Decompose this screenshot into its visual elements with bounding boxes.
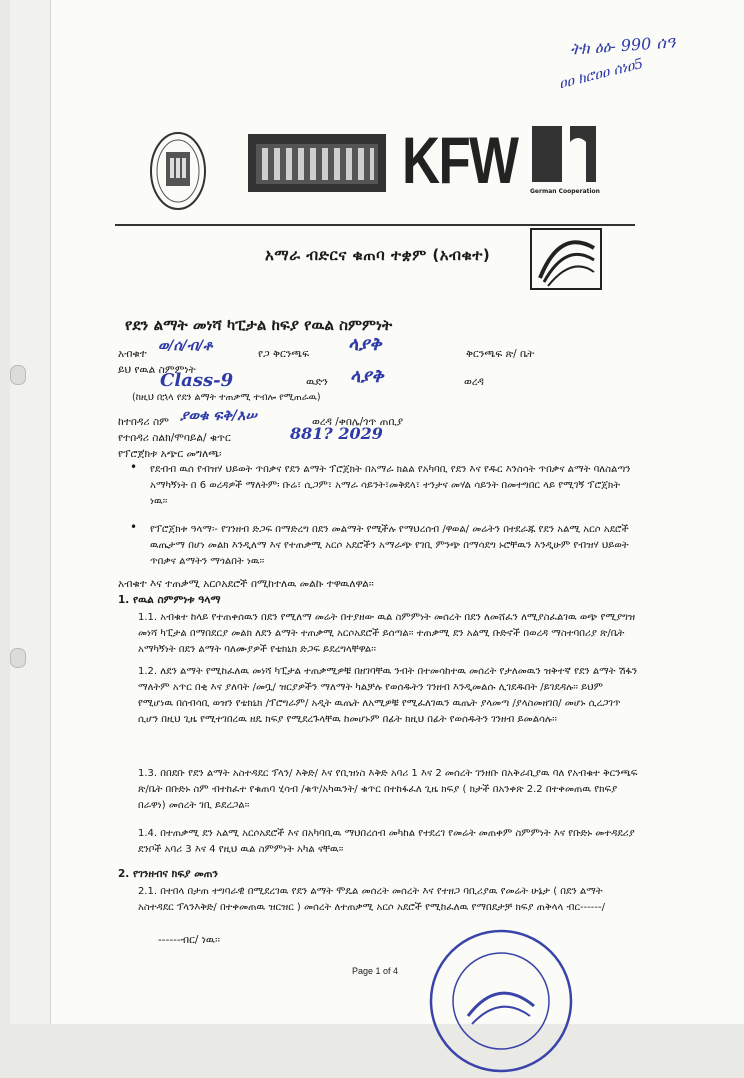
branch-mid: የጋ ቅርንጫፍ bbox=[258, 348, 310, 360]
building-photo-logo bbox=[248, 134, 386, 192]
handwritten-note: ትክ ዕዕ- 990 ሰዓ bbox=[569, 32, 676, 59]
clause-2-1: 2.1. በተበላ በታጠ ተግባራዊ በሚደረገዉ የደን ልማት ሞዴል መሰረት መሰረት እና የተዘጋ ባቢሪያዉ የመሬት ሁኔታ ( በደን ልማት አስተዳደር ፕላንእቅድ/ በተቀመጠዉ ዝርዝር ) መሰረት ለተጠቃሚ አርሶ አደሮች የሚከፈለዉ የማበደታቻ ክፍያ ጠቅላላ ብር------/ bbox=[138, 886, 605, 913]
acsi-logo bbox=[530, 228, 602, 290]
handwritten-note: ዐዐ ክሮዐዐ ሰነዐ5 bbox=[557, 55, 645, 93]
document-page bbox=[10, 0, 744, 1024]
phone-fill: 881? 2029 bbox=[290, 424, 383, 443]
clause-2-1-end: ------ብር/ ነዉ፡፡ bbox=[158, 934, 220, 946]
group-label: ዉድን bbox=[306, 376, 328, 388]
bullet-2: የፕሮጀክቱ ዓላማ፡- የገንዘብ ድጋፍ በማድረግ በደን መልማት የሚችሉ የማህረሰብ /ዋወል/ መሬትን በተደራጁ የደን አልሚ አርሶ አደሮች ዉጤታማ በሆነ መልክ እንዲለማ እና የተጠቃሚ አርሶ አደሮችን አማራጭ የገቢ ምንጭ በማሳደግ ኑሮቸዉን እንዲሁም የብዝሃ ህይወት ጥበቃና ልማትን ማጎልበት ነዉ፡፡ bbox=[150, 524, 629, 567]
branch-label: አብቁተ bbox=[118, 348, 147, 360]
punch-hole bbox=[10, 648, 26, 668]
page-edge bbox=[10, 0, 51, 1024]
kfw-logo: KFW bbox=[402, 123, 518, 197]
clause-1-2: 1.2. ለደን ልማት የሚከፈለዉ መነሻ ካፒታል ተጠቃሚዎቹ በዘገባቸዉ ንብት በተመሳከተዉ መሰረት የታለመዉን ዝቅተኛ የደን ልማት ሽፋን ማለትም አጥር በቂ እና ያለባት /መቧ/ ዝርያዎችን ማለማት ካልቻሉ የወሰዱትን ገንዘብ እንዲመልሱ ሊገደዱበት /ይገደዳሉ፡፡ ይህም የሚሆነዉ በሰብሳቢ ወዝን የቴክኒክ /ፕሮግራም/ አዲት ዉጤት ለአሚዎቹ የሚፈለገዉን ዉጤት ያላመጣ /ያላስመዘገበ/ መሆኑ ሲረጋገጥ ሲሆን በዚህ ጊዜ የሚተገበረዉ ዘዴ ክፍያ የሚደረጉላቸዉ ከመሆኑም በፊት ክዚህ በፊት የወሰዱትን ገንዘብ ይመልሳሉ፡፡ bbox=[138, 666, 638, 725]
german-cooperation-label: German Cooperation bbox=[530, 188, 600, 195]
agreement-label: ይህ የዉል ስምምነት bbox=[118, 364, 196, 376]
borrower-name-label: ከተበዳሪ ስም bbox=[118, 416, 169, 428]
project-summary-label: የፕሮጀክቱ አጭር መግለጫ፡ bbox=[118, 448, 222, 460]
header-rule bbox=[115, 224, 635, 226]
phone-label: የተበዳሪ ስልክ/ሞባይል/ ቁጥር bbox=[118, 432, 231, 444]
german-cooperation-logo bbox=[530, 124, 600, 210]
woreda-label: ወረዳ bbox=[464, 376, 484, 388]
section-1-heading: 1. የዉል ስምምነቱ ዓላማ bbox=[118, 594, 221, 606]
page-number: Page 1 of 4 bbox=[352, 966, 399, 976]
contract-title: የደን ልማት መነሻ ካፒታል ከፍያ የዉል ስምምነት bbox=[125, 316, 393, 334]
class-fill: Class-9 bbox=[160, 370, 234, 391]
amhara-seal-logo bbox=[148, 130, 208, 212]
bullet-1: የደብብ ዉሰ የብዝሃ ህይወት ጥበቃና የደን ልማት ፕሮጀክት በአማራ ክልል የአካባቢ የደን እና የዱር እንስሳት ጥበቃና ልማት ባለስልጣን አማካኝነት በ 6 ወረዳዎች ማለትም፡ ቡሬ፣ ሲጋም፣ አማራ ሳይንት፣መቅደላ፣ ተንታና መሃል ሳይንት በመተግበር ላይ የሚገኝ ፕሮጀክት ነዉ፡፡ bbox=[150, 464, 631, 507]
clause-1-1: 1.1. አብቁተ ከላይ የተጠቀሰዉን በደን የሚለማ መሬት በተያዘው ዉል ስምምነት መሰረት በደን ለመሸፈን ለሚያስፈልገዉ ወጭ የሚያግዝ መነሻ ካፒታል በማበደርያ መልክ ለደን ልማት ተጠቃሚ አርሶአደሮች ይሰጣል፡፡ ተጠቃሚ ደን አልሚ ቡድኖች በወረዳ ማስተባበሪያ ጽ/ቤት አማካኝነት በደን ልማት ባለሙያዎች የቴክኒክ ድጋፍ ይደረግላቸዋል፡፡ bbox=[138, 612, 636, 655]
beneficiary-note: (ከዚህ በኋላ የደን ልማት ተጠቃሚ ተብሎ የሚጠራዉ) bbox=[132, 392, 321, 403]
bullet-dot: • bbox=[130, 460, 138, 474]
branch-fill: ወ/ሰ/ብ/ቶ bbox=[158, 338, 213, 354]
org-title: አማራ ብድርና ቁጠባ ተቋም (አብቁተ) bbox=[265, 246, 491, 264]
clause-1-3: 1.3. በበደቡ የደን ልማት አስተዳደር ፕላን/ እቅድ/ እና የቢዝነስ እቅድ አባሪ 1 እና 2 መሰረት ገንዘቡ በአቅራቢያዉ ባለ የአብቁተ ቅርንጫፍ ጽ/ቤት በቡድኑ ስም ብተከፈተ የቁጠባ ሂሳብ /ቁጥ/አካዉንት/ ቁጥር በተከፋፈለ ጊዜ ክፍያ ( ክታች በአንቀጽ 2.2 በተቀመጠዉ የክፍያ በራዋነ) መሰረት ገቢ ይደረጋል፡፡ bbox=[138, 768, 638, 811]
branch-fill-2: ላያቅ bbox=[348, 334, 382, 355]
group-fill: ላያቅ bbox=[350, 366, 384, 387]
borrower-address: ወረዳ /ቀበሌ/ጎጥ ጠቢያ bbox=[312, 416, 404, 428]
punch-hole bbox=[10, 365, 26, 385]
borrower-name-fill: ያወቁ ፍቅ/እሠ bbox=[180, 408, 257, 424]
parties-statement: አብቁተ እና ተጠቃሚ አርሶአደሮች በሚከተለዉ መልኩ ተዋዉለዋል፡፡ bbox=[118, 578, 374, 590]
official-stamp bbox=[428, 928, 574, 1074]
branch-end: ቅርንጫፍ ጽ/ ቤት bbox=[466, 348, 535, 360]
section-2-heading: 2. የገንዘብና ክፍያ መጠን bbox=[118, 868, 218, 880]
bullet-dot: • bbox=[130, 520, 138, 534]
clause-1-4: 1.4. በተጠቃሚ ደን አልሚ አርሶአደሮች እና በአካባቢዉ ማህበረሰብ መካከል የተደረገ የመሬት መጠቀም ስምምነት እና የቡድኑ መተዳደሪያ ደንቦች አባሪ 3 እና 4 የዚህ ዉል ስምምነት አካል ናቸዉ፡፡ bbox=[138, 828, 635, 855]
